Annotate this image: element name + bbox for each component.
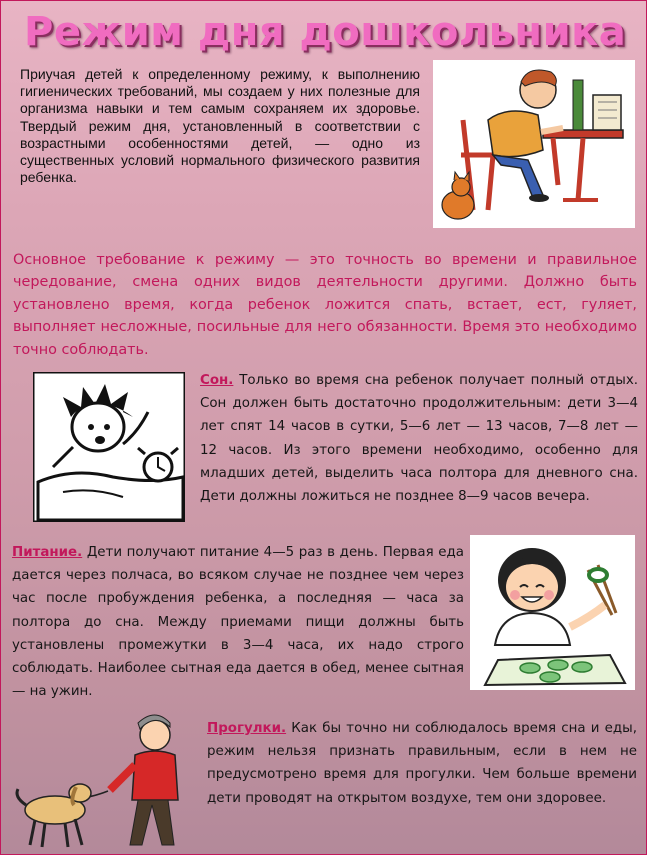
page-title: Режим дня дошкольника: [24, 9, 627, 55]
walks-section: [207, 717, 637, 810]
main-requirement-paragraph: Основное требование к режиму — это точность во времени и правильное чередование, смена одних видов деятельности другими. Должно быть установлено время, когда ребенок ложится спать, встает, ест, гуляет, выполняет несложные, посильные для него обязанности. Время это необходимо точно соблюдать.: [13, 252, 637, 358]
girl-eating-illustration: [470, 535, 635, 690]
sleep-text: Только во время сна ребенок получает полный отдых. Сон должен быть достаточно продолжительным: дети 3—4 лет спят 14 часов в сутки, 5—6 лет — 13 часов, 7—8 лет — 12 часов. Из этого времени необходимо, особенно для младших детей, выделить часа полтора для дневного сна. Дети должны ложиться не позднее 8—9 часов вечера.: [200, 373, 638, 505]
food-text: Дети получают питание 4—5 раз в день. Первая еда дается через полчаса, во всяком случае не позднее чем через час после пробуждения ребенка, а последняя — часа за полтора до сна. Между приемами пищи должны быть установлены промежутки в 3—4 часа, их надо строго соблюдать. Наиболее сытная еда дается в обед, менее сытная — на ужин.: [12, 545, 464, 700]
sleep-heading: Сон.: [200, 373, 234, 388]
intro-paragraph: Приучая детей к определенному режиму, к выполнению гигиенических требований, мы создаем у них полезные для организма навыки и тем самым сохраняем их здоровье. Твердый режим дня, установленный в соответствии с возрастными особенностями детей, — одно из существенных условий нормального физического развития ребенка.: [20, 66, 420, 186]
walks-text: Как бы точно ни соблюдалось время сна и еды, режим нельзя признать правильным, если в нем не предусмотрено время для прогулки. Чем больше времени дети проводят на открытом воздухе, тем они здоровее.: [207, 721, 637, 806]
walks-heading: Прогулки.: [207, 721, 287, 736]
food-heading: Питание.: [12, 545, 83, 560]
boy-studying-illustration: [433, 60, 635, 228]
food-section: [12, 541, 464, 703]
waking-boy-illustration: [33, 372, 185, 522]
sleep-section: [200, 369, 638, 508]
boy-walking-dog-illustration: [10, 705, 195, 853]
